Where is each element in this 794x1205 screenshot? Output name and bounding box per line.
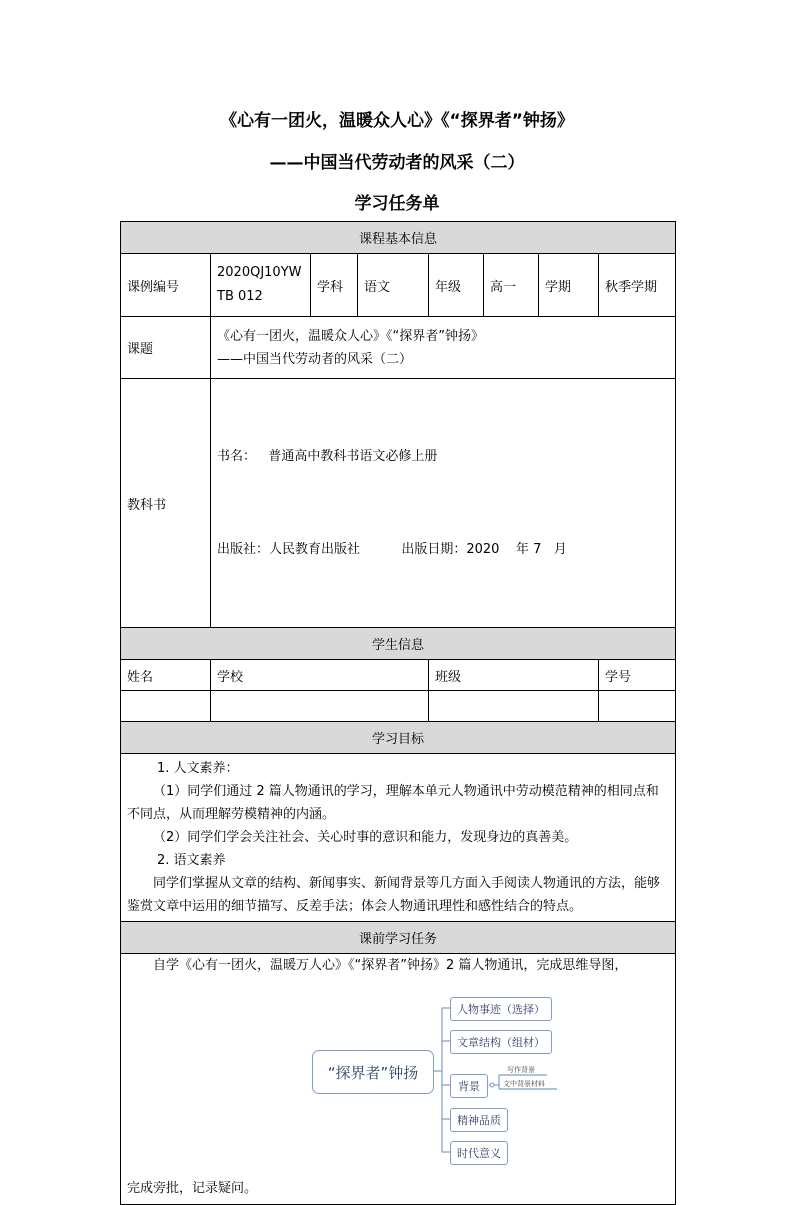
class-label: 班级 (429, 660, 599, 691)
topic-line-1: 《心有一团火，温暖众人心》《“探界者”钟扬》 (217, 328, 484, 344)
topic-value (211, 317, 676, 379)
section-student-info: 学生信息 (121, 628, 676, 660)
mind-map-branch-significance: 时代意义 (450, 1141, 508, 1165)
goal-1-heading: 1. 人文素养： (157, 761, 239, 776)
textbook-line-2: 出版社：人民教育出版社 出版日期：2020 年 7 月 (217, 542, 567, 557)
title-line-1: 《心有一团火，温暖众人心》《“探界者”钟扬》 (220, 111, 574, 131)
class-field[interactable] (429, 691, 599, 722)
textbook-value (211, 379, 676, 628)
mind-map (127, 977, 682, 1177)
student-id-field[interactable] (599, 691, 676, 722)
goal-1a: （1）同学们通过 2 篇人物通讯的学习，理解本单元人物通讯中劳动模范精神的相同点和不同点，从而理解劳模精神的内涵。 (127, 784, 659, 822)
mind-map-leaf-text-bg: 文中背景材料 (503, 1080, 545, 1088)
topic-line-2: ——中国当代劳动者的风采（二） (217, 351, 413, 367)
term-label: 学期 (539, 254, 599, 317)
mind-map-leaf-writing-bg: 写作背景 (507, 1066, 535, 1074)
task-sheet-table (120, 221, 676, 1205)
term-value: 秋季学期 (599, 254, 676, 317)
grade-value: 高一 (484, 254, 539, 317)
section-goals: 学习目标 (121, 722, 676, 754)
mind-map-branch-spirit: 精神品质 (450, 1108, 508, 1132)
pretask-outro: 完成旁批，记录疑问。 (127, 1181, 258, 1196)
student-id-label: 学号 (599, 660, 676, 691)
section-basic-info: 课程基本信息 (121, 222, 676, 254)
goal-1b: （2）同学们学会关注社会、关心时事的意识和能力，发现身边的真善美。 (153, 830, 578, 845)
mind-map-branch-background: 背景 (450, 1074, 488, 1098)
mind-map-root: “探界者”钟扬 (312, 1050, 434, 1094)
code-value: 2020QJ10YWTB 012 (211, 254, 311, 317)
grade-label: 年级 (429, 254, 484, 317)
mind-map-branch-structure: 文章结构（组材） (450, 1030, 552, 1054)
pretask-content (121, 954, 676, 1205)
code-label: 课例编号 (121, 254, 211, 317)
goals-content (121, 754, 676, 922)
goal-2a: 同学们掌握从文章的结构、新闻事实、新闻背景等几方面入手阅读人物通讯的方法，能够鉴赏文章中运用的细节描写、反差手法；体会人物通讯理性和感性结合的特点。 (127, 876, 661, 914)
mind-map-branch-deeds: 人物事迹（选择） (450, 997, 552, 1021)
goal-2-heading: 2. 语文素养 (157, 853, 226, 868)
title-line-3: 学习任务单 (354, 194, 440, 214)
title-line-2: ——中国当代劳动者的风采（二） (269, 153, 525, 173)
textbook-label: 教科书 (121, 379, 211, 628)
pretask-intro: 自学《心有一团火，温暖万人心》《“探界者”钟扬》2 篇人物通讯，完成思维导图， (153, 958, 628, 973)
subject-value: 语文 (358, 254, 429, 317)
name-field[interactable] (121, 691, 211, 722)
subject-label: 学科 (311, 254, 358, 317)
textbook-line-1: 书名： 普通高中教科书语文必修上册 (217, 449, 438, 464)
topic-label: 课题 (121, 317, 211, 379)
name-label: 姓名 (121, 660, 211, 691)
school-label: 学校 (211, 660, 429, 691)
section-pretask: 课前学习任务 (121, 922, 676, 954)
school-field[interactable] (211, 691, 429, 722)
